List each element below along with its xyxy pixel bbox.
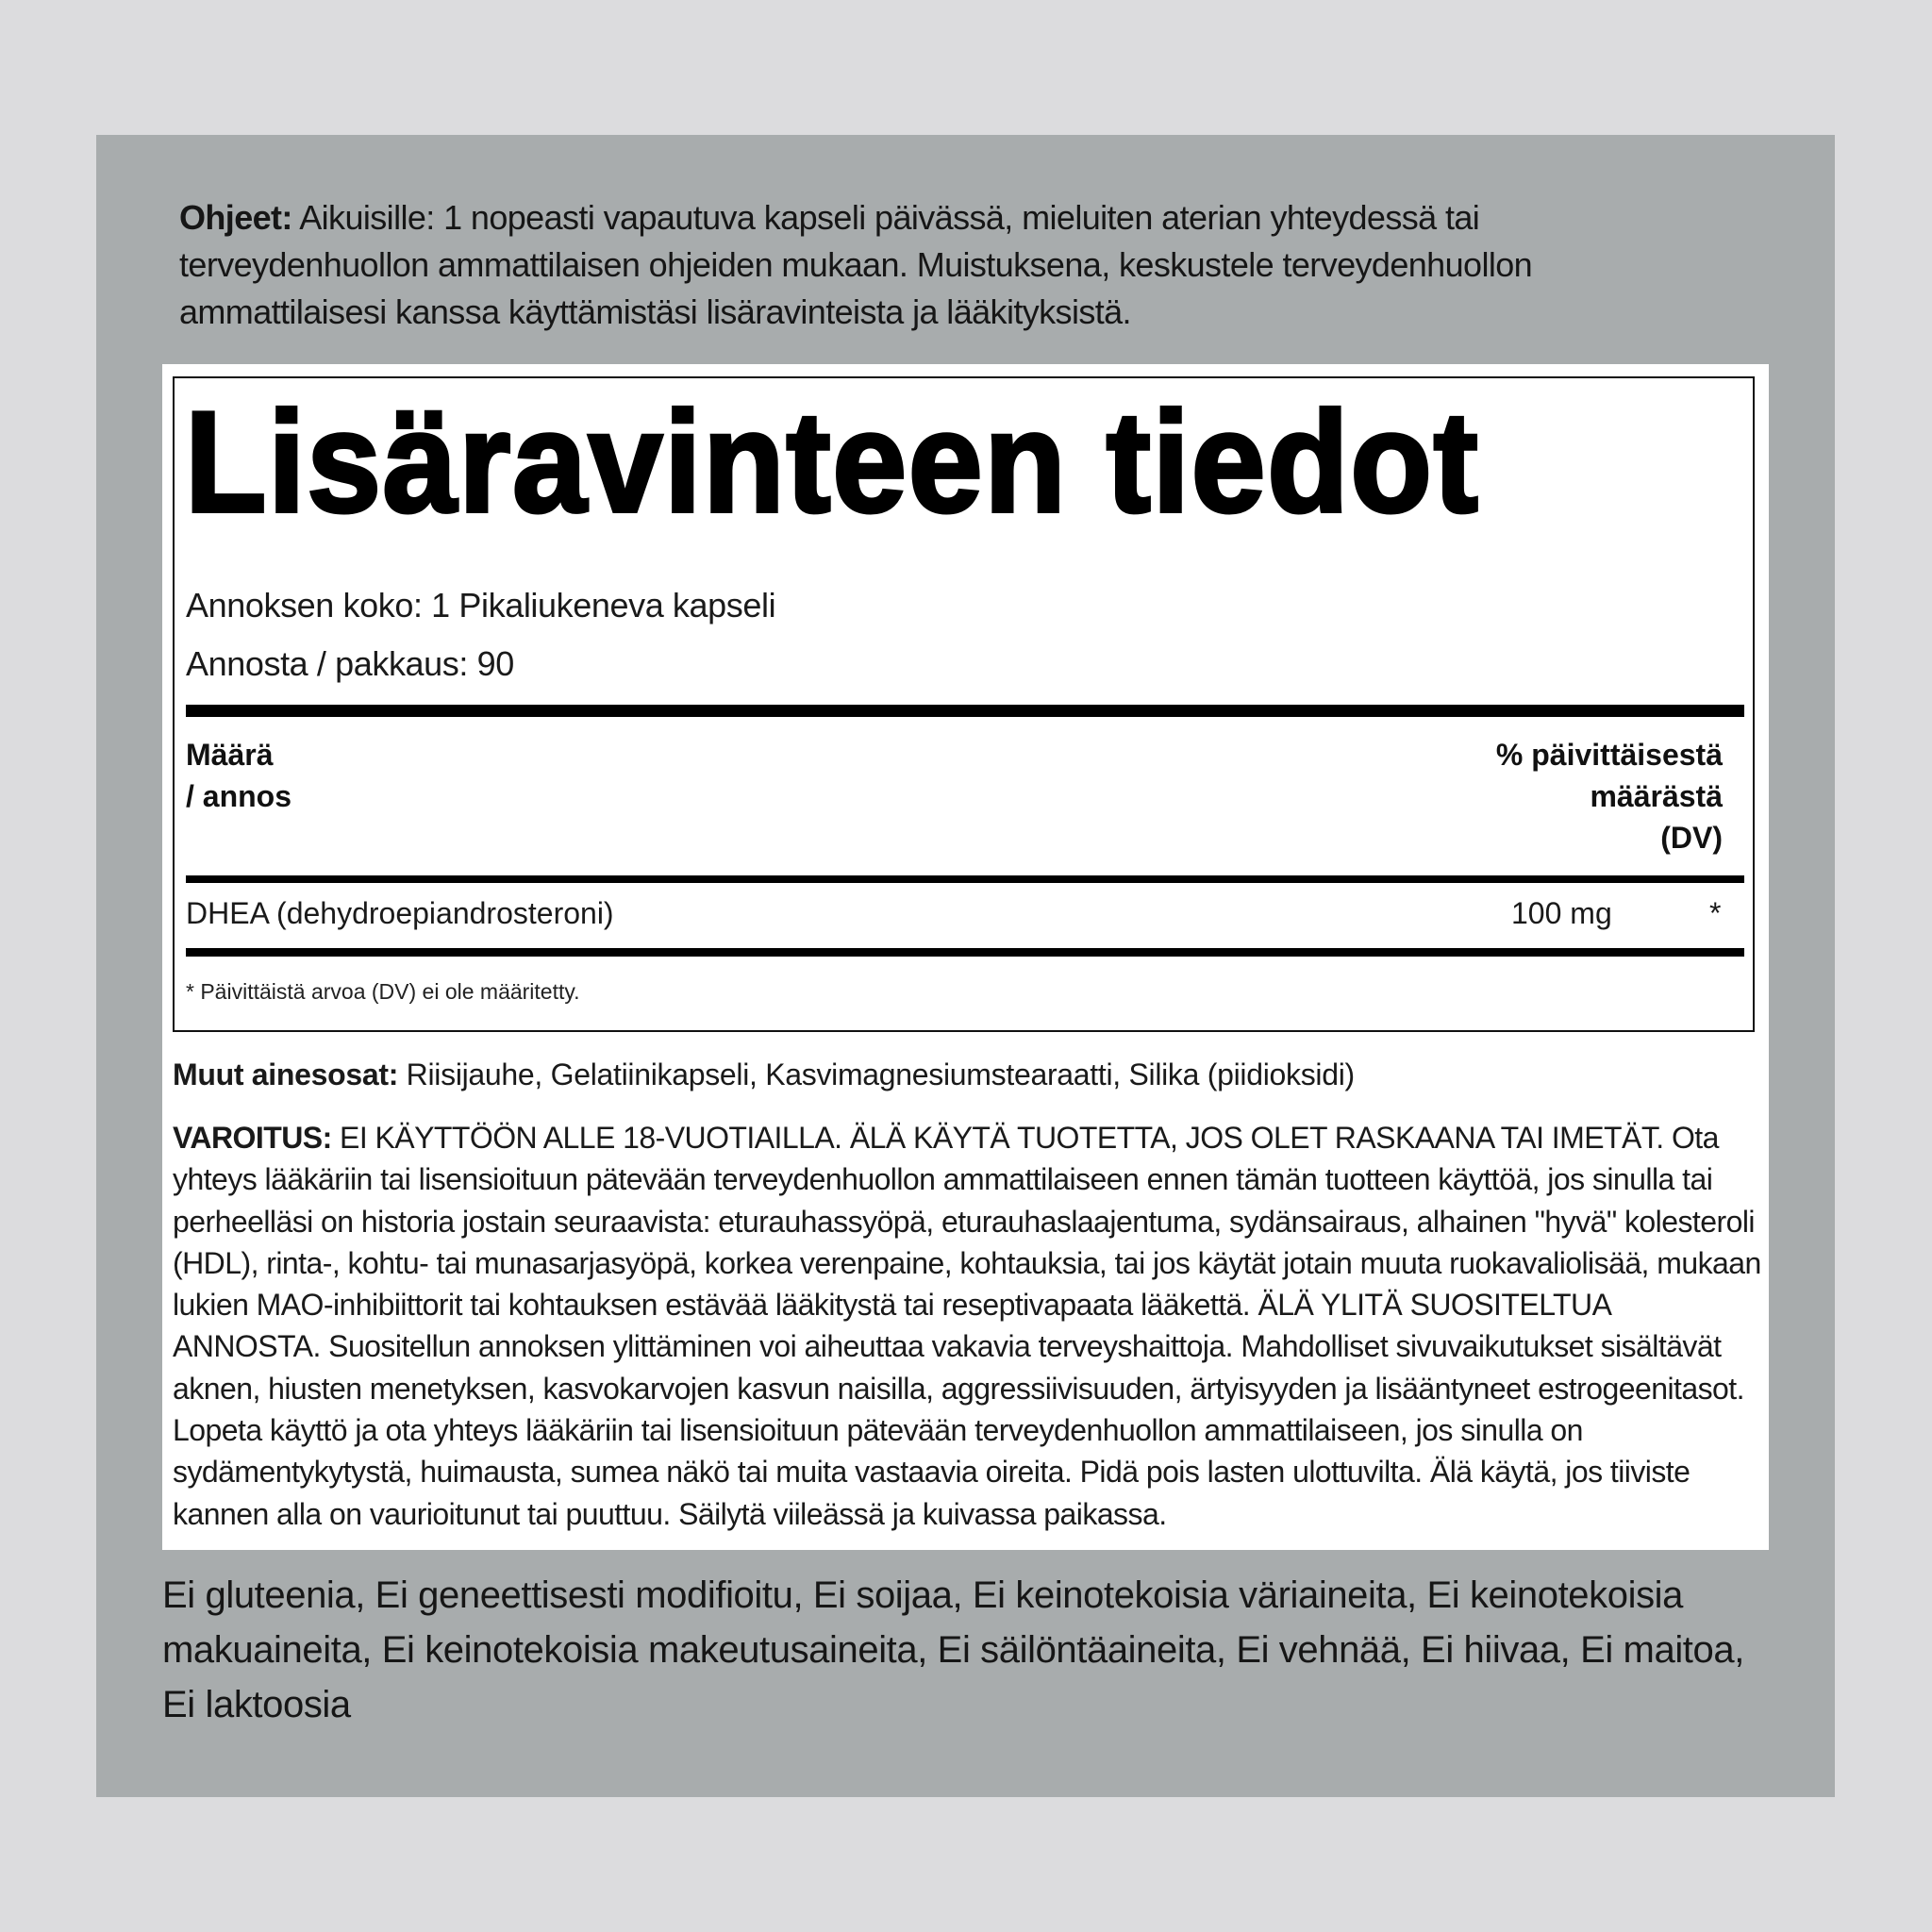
directions-label: Ohjeet: bbox=[179, 198, 292, 237]
servings-per-container: Annosta / pakkaus: 90 bbox=[186, 644, 514, 683]
free-from-claims: Ei gluteenia, Ei geneettisesti modifioitu, Ei soijaa, Ei keinotekoisia väriaineita, Ei keinotekoisia makuaineita, Ei keinotekoisia makeutusaineita, Ei säilöntäaineita, Ei vehnää, Ei hiivaa, Ei maitoa, Ei laktoosia bbox=[162, 1574, 1744, 1725]
ingredient-amount: 100 mg bbox=[1511, 896, 1612, 930]
amount-header-line1: Määrä bbox=[186, 738, 274, 772]
warning-body: EI KÄYTTÖÖN ALLE 18-VUOTIAILLA. ÄLÄ KÄYTÄ TUOTETTA, JOS OLET RASKAANA TAI IMETÄT. Ota yhteys lääkäriin tai lisensioituun pätevään terveydenhuollon ammattilaiseen ennen tämän tuotteen käyttöä, jos sinulla tai perheelläsi on historia jostain seuraavista: eturauhassyöpä, eturauhaslaajentuma, sydänsairaus, alhainen "hyvä" kolesteroli (HDL), rinta-, kohtu- tai munasarjasyöpä, korkea verenpaine, kohtauksia, tai jos käytät jotain muuta ruokavaliolisää, mukaan lukien MAO-inhibiittorit tai kohtauksen estävää lääkitystä tai reseptivapaata lääkettä. ÄLÄ YLITÄ SUOSITELTUA ANNOSTA. Suositellun annoksen ylittäminen voi aiheuttaa vakavia terveyshaittoja. Mahdolliset sivuvaikutukset sisältävät aknen, hiusten menetyksen, kasvokarvojen kasvun naisilla, aggressiivisuuden, ärtyisyyden ja lisääntyneet estrogeenitasot. Lopeta käyttö ja ota yhteys lääkäriin tai lisensioituun pätevään terveydenhuollon ammattilaiseen, jos sinulla on sydämentykytystä, huimausta, sumea näkö tai muita vastaavia oireita. Pidä pois lasten ulottuvilta. Älä käytä, jos tiiviste kannen alla on vaurioitunut tai puuttuu. Säilytä viileässä ja kuivassa paikassa. bbox=[173, 1121, 1761, 1531]
dv-footnote: * Päivittäistä arvoa (DV) ei ole määritetty. bbox=[186, 979, 580, 1004]
directions-text bbox=[179, 194, 1613, 336]
directions-body: Aikuisille: 1 nopeasti vapautuva kapseli päivässä, mieluiten aterian yhteydessä tai terveydenhuollon ammattilaisen ohjeiden mukaan. Muistuksena, keskustele terveydenhuollon ammattilaisesi kanssa käyttämistäsi lisäravinteista ja lääkityksistä. bbox=[179, 198, 1533, 331]
dv-header-line2: määrästä bbox=[1590, 779, 1723, 813]
other-ingredients bbox=[173, 1054, 1757, 1095]
amount-header bbox=[186, 734, 291, 817]
ingredient-name: DHEA (dehydroepiandrosteroni) bbox=[186, 896, 614, 930]
warning-text bbox=[173, 1117, 1763, 1535]
divider-header bbox=[186, 875, 1744, 883]
warning-label: VAROITUS: bbox=[173, 1121, 332, 1155]
facts-title: Lisäravinteen tiedot bbox=[185, 382, 1480, 542]
divider-bottom bbox=[186, 948, 1744, 957]
other-ingredients-text: Riisijauhe, Gelatiinikapseli, Kasvimagnesiumstearaatti, Silika (piidioksidi) bbox=[398, 1058, 1355, 1091]
amount-header-line2: / annos bbox=[186, 779, 292, 813]
dv-header-line1: % päivittäisestä bbox=[1495, 738, 1723, 772]
other-ingredients-label: Muut ainesosat: bbox=[173, 1058, 399, 1091]
dv-header bbox=[1496, 734, 1723, 858]
thick-divider-top bbox=[186, 705, 1744, 717]
serving-size: Annoksen koko: 1 Pikaliukeneva kapseli bbox=[186, 586, 776, 625]
dv-header-line3: (DV) bbox=[1660, 821, 1723, 855]
ingredient-dv: * bbox=[1709, 896, 1722, 930]
